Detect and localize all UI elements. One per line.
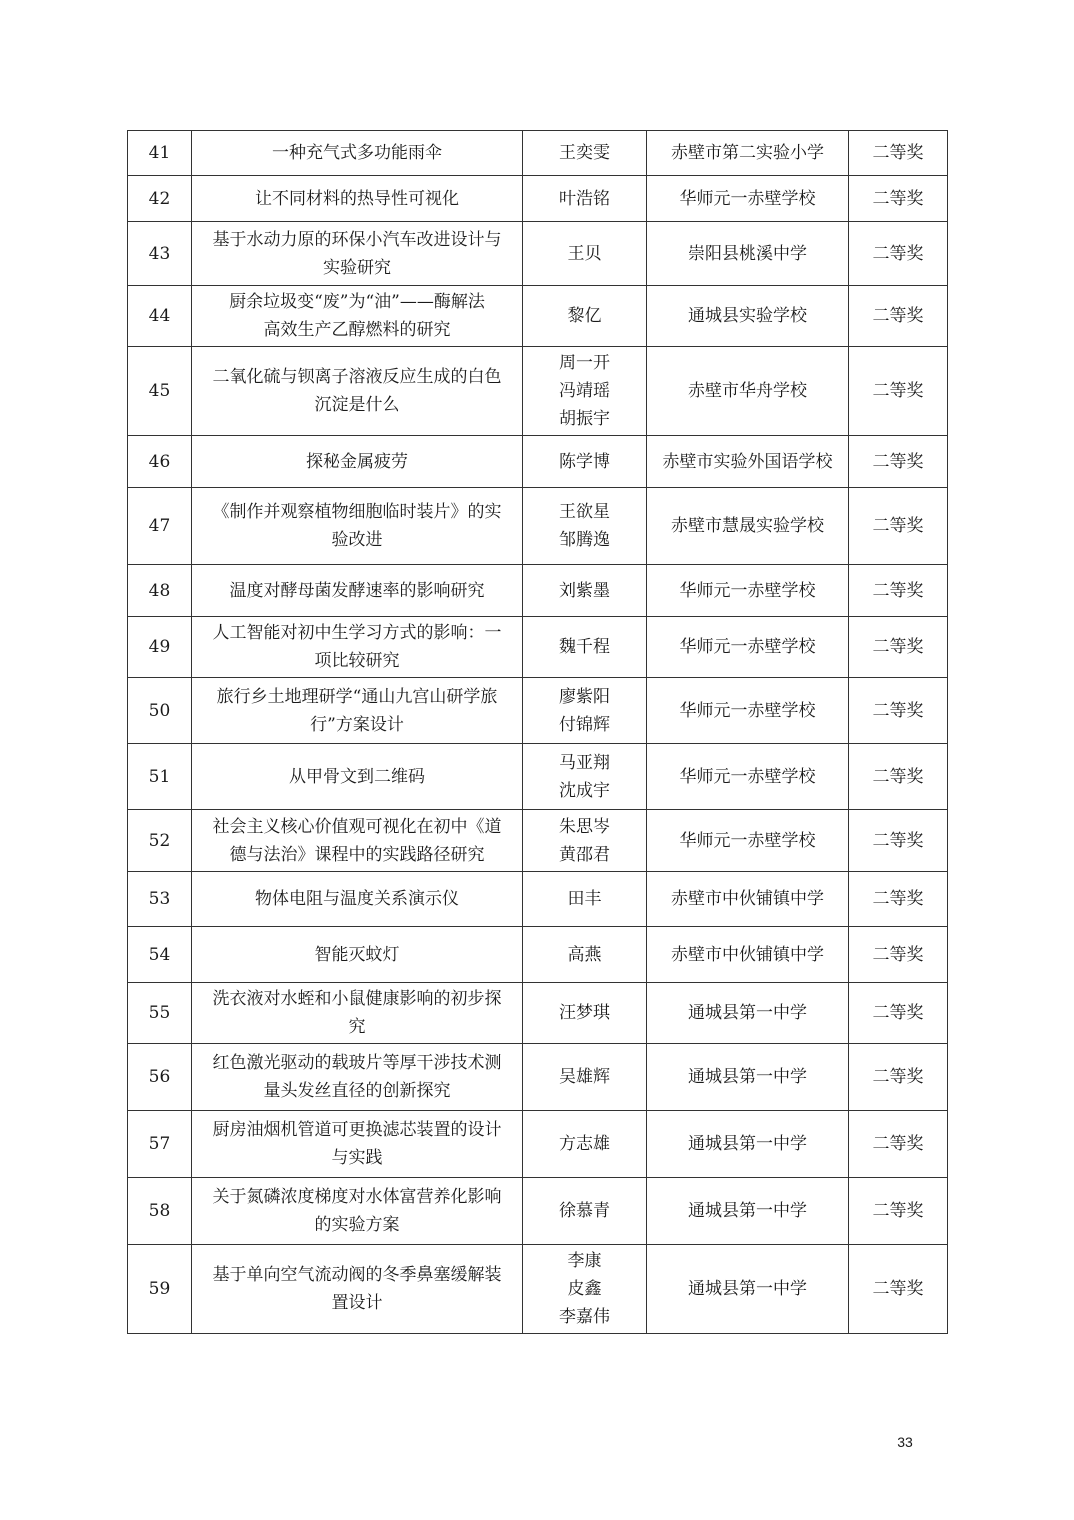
author-name: 邹腾逸 (559, 530, 610, 550)
author-name: 王贝 (567, 243, 602, 264)
school-name: 通城县第一中学 (647, 1044, 849, 1111)
author-names (523, 678, 647, 744)
row-number: 50 (128, 678, 192, 744)
row-number: 42 (128, 176, 192, 222)
school-name: 华师元一赤壁学校 (647, 565, 849, 617)
project-title (192, 927, 523, 983)
project-title-line: 《制作并观察植物细胞临时装片》的实 (212, 502, 502, 522)
row-number: 46 (128, 436, 192, 488)
author-name: 高燕 (567, 944, 602, 965)
project-title-line: 厨余垃圾变“废”为“油”——酶解法 (229, 292, 485, 312)
school-name: 华师元一赤壁学校 (647, 810, 849, 872)
award-level: 二等奖 (849, 983, 948, 1044)
author-name: 刘紫墨 (559, 580, 610, 601)
project-title (192, 222, 523, 286)
school-name: 崇阳县桃溪中学 (647, 222, 849, 286)
author-name: 吴雄辉 (559, 1067, 610, 1087)
row-number: 54 (128, 927, 192, 983)
author-name: 陈学博 (559, 451, 610, 472)
project-title-line: 从甲骨文到二维码 (289, 766, 425, 787)
project-title-line: 基于单向空气流动阀的冬季鼻塞缓解装 (212, 1265, 502, 1285)
author-names (523, 176, 647, 222)
author-name: 黎亿 (567, 306, 602, 326)
school-name: 赤壁市实验外国语学校 (647, 436, 849, 488)
school-name: 赤壁市中伙铺镇中学 (647, 872, 849, 927)
award-level: 二等奖 (849, 565, 948, 617)
row-number: 57 (128, 1111, 192, 1178)
author-names (523, 1178, 647, 1245)
award-level: 二等奖 (849, 872, 948, 927)
page-number: 33 (897, 1434, 913, 1450)
project-title-line: 量头发丝直径的创新探究 (263, 1081, 451, 1101)
author-names (523, 436, 647, 488)
table-row (128, 286, 948, 347)
author-names (523, 744, 647, 810)
school-name: 赤壁市华舟学校 (647, 347, 849, 436)
project-title-line: 旅行乡土地理研学“通山九宫山研学旅 (216, 686, 498, 707)
author-names (523, 222, 647, 286)
project-title-line: 人工智能对初中生学习方式的影响：一 (212, 623, 502, 643)
award-level: 二等奖 (849, 1111, 948, 1178)
row-number: 56 (128, 1044, 192, 1111)
project-title-line: 验改进 (331, 530, 383, 550)
project-title (192, 744, 523, 810)
row-number: 51 (128, 744, 192, 810)
author-name: 沈成宇 (559, 780, 610, 801)
project-title-line: 实验研究 (323, 257, 391, 278)
school-name: 通城县第一中学 (647, 1178, 849, 1245)
row-number: 48 (128, 565, 192, 617)
award-level: 二等奖 (849, 131, 948, 176)
school-name: 华师元一赤壁学校 (647, 176, 849, 222)
author-name: 廖紫阳 (559, 686, 610, 707)
project-title (192, 488, 523, 565)
project-title (192, 436, 523, 488)
table-row (128, 347, 948, 436)
award-level: 二等奖 (849, 744, 948, 810)
award-level: 二等奖 (849, 810, 948, 872)
row-number: 52 (128, 810, 192, 872)
row-number: 45 (128, 347, 192, 436)
project-title (192, 1111, 523, 1178)
project-title-line: 高效生产乙醇燃料的研究 (263, 320, 451, 340)
author-name: 冯靖瑶 (559, 381, 610, 401)
author-name: 王欲星 (559, 502, 610, 522)
author-names (523, 810, 647, 872)
award-level: 二等奖 (849, 488, 948, 565)
project-title (192, 1178, 523, 1245)
table-row (128, 131, 948, 176)
table-row (128, 1111, 948, 1178)
author-names (523, 983, 647, 1044)
row-number: 59 (128, 1245, 192, 1334)
project-title-line: 与实践 (331, 1148, 383, 1168)
author-name: 黄邵君 (559, 844, 610, 865)
author-name: 周一开 (559, 353, 610, 373)
project-title-line: 温度对酵母菌发酵速率的影响研究 (229, 580, 485, 601)
project-title (192, 176, 523, 222)
table-row (128, 436, 948, 488)
row-number: 41 (128, 131, 192, 176)
school-name: 华师元一赤壁学校 (647, 678, 849, 744)
project-title-line: 基于水动力原的环保小汽车改进设计与 (212, 229, 502, 250)
award-level: 二等奖 (849, 1178, 948, 1245)
school-name: 通城县第一中学 (647, 983, 849, 1044)
award-level: 二等奖 (849, 1044, 948, 1111)
author-name: 李康 (567, 1251, 602, 1271)
project-title-line: 厨房油烟机管道可更换滤芯装置的设计 (212, 1120, 502, 1140)
project-title (192, 810, 523, 872)
author-names (523, 131, 647, 176)
project-title-line: 德与法治》课程中的实践路径研究 (229, 844, 485, 865)
school-name: 华师元一赤壁学校 (647, 617, 849, 678)
author-names (523, 286, 647, 347)
author-name: 田丰 (567, 889, 602, 909)
author-name: 付锦辉 (559, 714, 610, 735)
project-title-line: 物体电阻与温度关系演示仪 (255, 889, 459, 909)
author-names (523, 617, 647, 678)
project-title-line: 红色激光驱动的载玻片等厚干涉技术测 (212, 1053, 502, 1073)
project-title (192, 286, 523, 347)
table-row (128, 1245, 948, 1334)
project-title-line: 二氧化硫与钡离子溶液反应生成的白色 (212, 367, 502, 387)
award-table (127, 130, 948, 1334)
table-row (128, 488, 948, 565)
row-number: 47 (128, 488, 192, 565)
table-row (128, 176, 948, 222)
school-name: 赤壁市中伙铺镇中学 (647, 927, 849, 983)
author-names (523, 347, 647, 436)
table-row (128, 617, 948, 678)
author-name: 方志雄 (559, 1134, 610, 1154)
table-row (128, 983, 948, 1044)
table-row (128, 872, 948, 927)
project-title-line: 社会主义核心价值观可视化在初中《道 (212, 816, 502, 837)
award-level: 二等奖 (849, 347, 948, 436)
project-title-line: 探秘金属疲劳 (306, 451, 408, 472)
school-name: 赤壁市第二实验小学 (647, 131, 849, 176)
award-level: 二等奖 (849, 927, 948, 983)
author-name: 马亚翔 (559, 752, 610, 773)
award-level: 二等奖 (849, 286, 948, 347)
project-title-line: 洗衣液对水蛭和小鼠健康影响的初步探 (212, 989, 502, 1009)
project-title (192, 1245, 523, 1334)
project-title-line: 智能灭蚊灯 (314, 944, 400, 965)
row-number: 53 (128, 872, 192, 927)
project-title-line: 关于氮磷浓度梯度对水体富营养化影响 (212, 1187, 502, 1207)
author-name: 叶浩铭 (559, 188, 610, 209)
table-row (128, 927, 948, 983)
table-row (128, 222, 948, 286)
table-row (128, 565, 948, 617)
project-title (192, 872, 523, 927)
project-title-line: 沉淀是什么 (314, 395, 400, 415)
school-name: 华师元一赤壁学校 (647, 744, 849, 810)
author-name: 朱思岑 (559, 816, 610, 837)
row-number: 49 (128, 617, 192, 678)
author-names (523, 927, 647, 983)
award-level: 二等奖 (849, 1245, 948, 1334)
school-name: 通城县第一中学 (647, 1245, 849, 1334)
author-name: 汪梦琪 (559, 1003, 610, 1023)
award-level: 二等奖 (849, 617, 948, 678)
author-name: 皮鑫 (567, 1279, 602, 1299)
author-names (523, 565, 647, 617)
author-names (523, 1044, 647, 1111)
table-row (128, 744, 948, 810)
award-level: 二等奖 (849, 176, 948, 222)
table-row (128, 1044, 948, 1111)
author-name: 魏千程 (559, 637, 610, 657)
project-title (192, 347, 523, 436)
project-title-line: 究 (348, 1017, 366, 1037)
table-row (128, 678, 948, 744)
author-name: 李嘉伟 (559, 1307, 610, 1327)
author-names (523, 488, 647, 565)
project-title-line: 让不同材料的热导性可视化 (255, 188, 459, 209)
author-names (523, 872, 647, 927)
project-title-line: 置设计 (331, 1293, 383, 1313)
row-number: 58 (128, 1178, 192, 1245)
table-row (128, 1178, 948, 1245)
author-name: 胡振宇 (559, 409, 610, 429)
project-title (192, 617, 523, 678)
project-title-line: 行”方案设计 (310, 714, 404, 735)
row-number: 44 (128, 286, 192, 347)
award-level: 二等奖 (849, 678, 948, 744)
project-title (192, 1044, 523, 1111)
school-name: 赤壁市慧晟实验学校 (647, 488, 849, 565)
table-row (128, 810, 948, 872)
author-names (523, 1245, 647, 1334)
school-name: 通城县实验学校 (647, 286, 849, 347)
project-title (192, 565, 523, 617)
project-title-line: 一种充气式多功能雨伞 (272, 143, 442, 163)
author-name: 徐慕青 (559, 1201, 610, 1221)
author-name: 王奕雯 (559, 143, 610, 163)
project-title (192, 983, 523, 1044)
project-title-line: 项比较研究 (314, 651, 400, 671)
project-title (192, 131, 523, 176)
project-title-line: 的实验方案 (314, 1215, 400, 1235)
row-number: 43 (128, 222, 192, 286)
author-names (523, 1111, 647, 1178)
award-level: 二等奖 (849, 222, 948, 286)
row-number: 55 (128, 983, 192, 1044)
award-level: 二等奖 (849, 436, 948, 488)
school-name: 通城县第一中学 (647, 1111, 849, 1178)
project-title (192, 678, 523, 744)
